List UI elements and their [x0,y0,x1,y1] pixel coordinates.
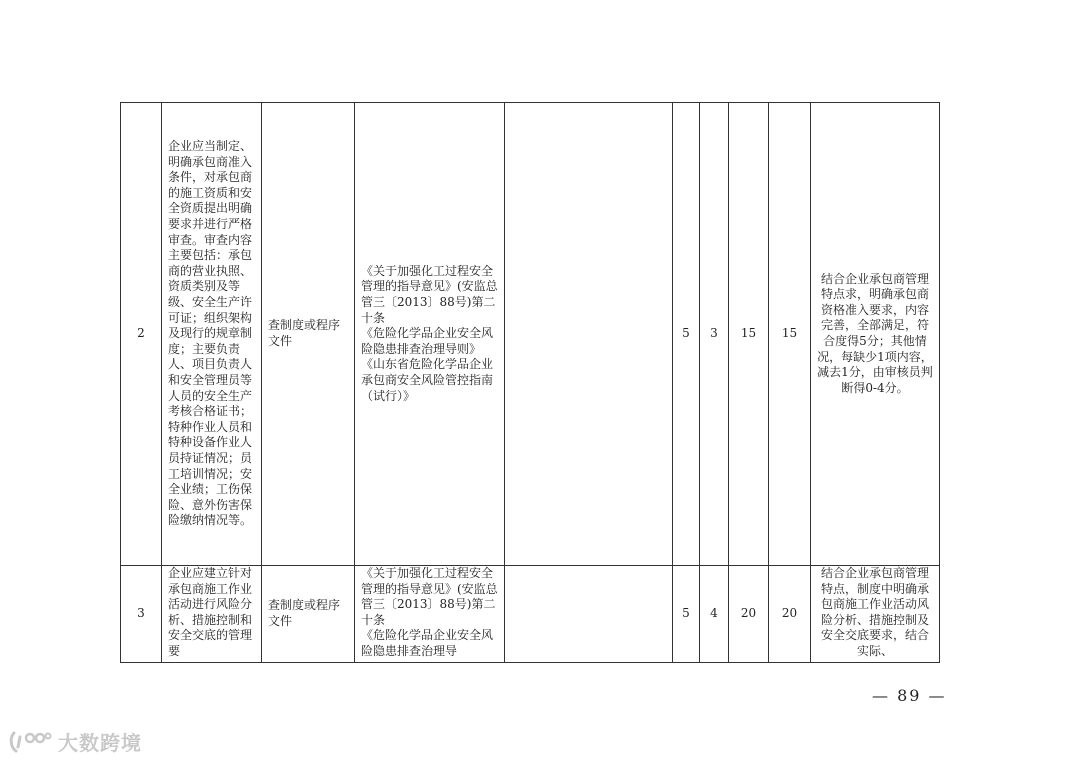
full-score-cell: 20 [729,566,769,663]
watermark-text: 大数跨境 [58,731,142,755]
full-score-cell: 15 [729,103,769,566]
page-number: — 89 — [872,686,947,705]
standards-table [120,102,940,663]
logo-icon [8,729,52,755]
check-method-cell: 查制度或程序文件 [262,566,355,663]
basis-cell [355,103,505,566]
level-cell: 3 [700,103,729,566]
weight-cell: 5 [673,566,700,663]
score-cell: 15 [769,103,811,566]
level-cell: 4 [700,566,729,663]
item-number: 2 [121,103,162,566]
blank-cell [505,103,673,566]
score-cell: 20 [769,566,811,663]
basis-text: 《关于加强化工过程安全管理的指导意见》(安监总管三〔2013〕88号)第二十条 《危险化学品企业安全风险隐患排查治理导则》 《山东省危险化学品企业承包商安全风险管控指南（试行）》 [361,263,498,403]
criteria-cell: 结合企业承包商管理特点，制度中明确承包商施工作业活动风险分析、措施控制及安全交底要求，结合实际、 [811,566,940,663]
watermark [8,727,142,756]
basis-text: 《关于加强化工过程安全管理的指导意见》(安监总管三〔2013〕88号)第二十条 《危险化学品企业安全风险隐患排查治理导 [361,566,498,658]
check-method-cell: 查制度或程序文件 [262,103,355,566]
basis-cell [355,566,505,663]
item-number: 3 [121,566,162,663]
table-row [121,103,940,566]
requirement-cell: 企业应建立针对承包商施工作业活动进行风险分析、措施控制和安全交底的管理要 [162,566,262,663]
requirement-cell: 企业应当制定、明确承包商准入条件，对承包商的施工资质和安全资质提出明确要求并进行严格审查。审查内容主要包括：承包商的营业执照、资质类别及等级、安全生产许可证；组织架构及现行的规章制度；主要负责人、项目负责人和安全管理员等人员的安全生产考核合格证书；特种作业人员和特种设备作业人员持证情况；员工培训情况；安全业绩；工伤保险、意外伤害保险缴纳情况等。 [162,103,262,566]
criteria-cell: 结合企业承包商管理特点求，明确承包商资格准入要求，内容完善，全部满足，符合度得5分；其他情况，每缺少1项内容，减去1分，由审核员判断得0-4分。 [811,103,940,566]
blank-cell [505,566,673,663]
weight-cell: 5 [673,103,700,566]
table-row [121,566,940,663]
